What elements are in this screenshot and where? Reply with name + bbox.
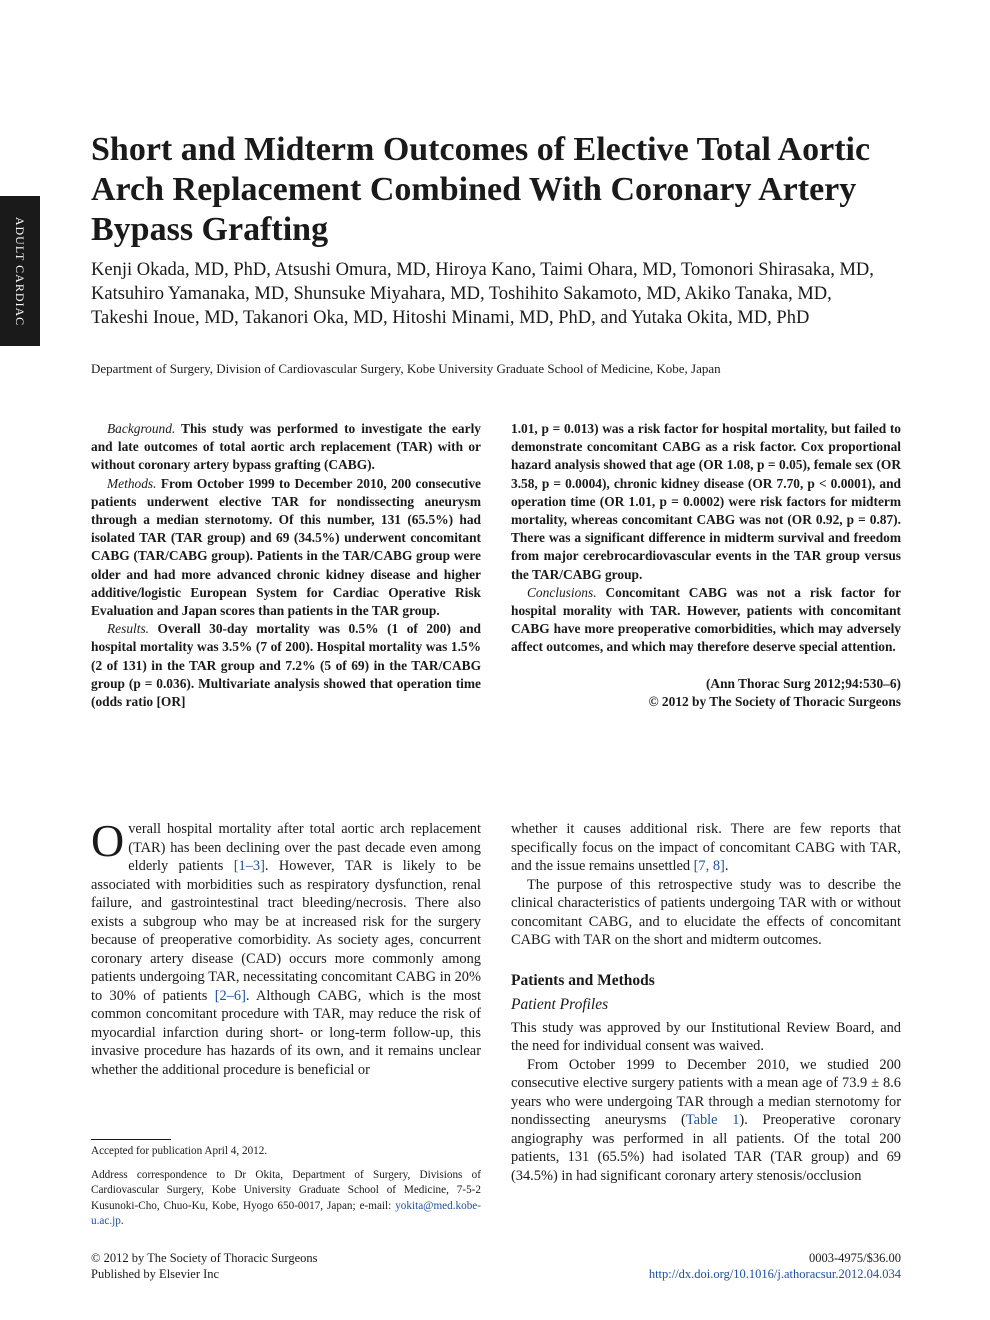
section-tab: [0, 196, 40, 346]
address-text: Address correspondence to Dr Okita, Department of Surgery, Divisions of Cardiovascular Surgery, Kobe University Graduate School of Medicine, 7-5-2 Kusunoki-Cho, Chuo-Ku, Kobe, Hyogo 650-0017, Japan; e-mail:: [91, 1168, 481, 1212]
abstract-results: [91, 620, 481, 711]
methods-label: Methods.: [107, 475, 157, 491]
intro-text-b: . However, TAR is likely to be associated with morbidities such as respiratory dysfunction, renal failure, and gastrointestinal tract bleeding/necrosis. There also exists a subgroup who may be at increased risk for the surgery because of preoperative comorbidity. As society ages, concurrent coronary artery disease (CAD) occurs more commonly among patients undergoing TAR, necessitating concomitant CABG in 20% to 30% of patients: [91, 858, 481, 1004]
intro-cont-end: .: [724, 858, 729, 874]
footnote-divider: [91, 1139, 171, 1140]
body-left-column: [91, 815, 481, 1079]
abstract-conclusions: [511, 584, 901, 657]
methods-paragraph-1: This study was approved by our Institutional Review Board, and the need for individual consent was waived.: [511, 1019, 901, 1054]
address-end: .: [120, 1215, 124, 1227]
abstract-results-cont: 1.01, p = 0.013) was a risk factor for hospital mortality, but failed to demonstrate concomitant CABG as a risk factor. Cox proportional hazard analysis showed that age (OR 1.08, p = 0.05), female sex (OR 3.58, p = 0.0004), chronic kidney disease (OR 7.70, p < 0.0001), and operation time (OR 1.01, p = 0.0002) were risk factors for midterm mortality, whereas concomitant CABG was not (OR 0.92, p = 0.87). There was a significant difference in midterm survival and freedom from major cerebrocardiovascular events in the TAR group versus the TAR/CABG group.: [511, 421, 901, 582]
body-right-column: [511, 820, 901, 1185]
footnotes: [91, 1144, 481, 1238]
email-link[interactable]: yokita@med.kobe-u.ac.jp: [91, 1199, 481, 1227]
affiliation: Department of Surgery, Division of Cardiovascular Surgery, Kobe University Graduate School of Medicine, Kobe, Japan: [91, 361, 721, 376]
dropcap: O: [91, 815, 125, 866]
results-text: Overall 30-day mortality was 0.5% (1 of 200) and hospital mortality was 3.5% (7 of 200). Hospital mortality was 1.5% (2 of 131) in the TAR group and 7.2% (5 of 69) in the TAR/CABG group (p = 0.036). Multivariate analysis showed that operation time (odds ratio [OR]: [91, 621, 481, 710]
abstract-right-column: [511, 420, 901, 711]
intro-paragraph: [91, 815, 481, 1079]
reference-link[interactable]: [1–3]: [233, 858, 265, 874]
abstract-left-column: [91, 420, 481, 711]
conclusions-label: Conclusions.: [527, 584, 597, 600]
section-tab-label: ADULT CARDIAC: [13, 216, 28, 326]
purpose-paragraph: The purpose of this retrospective study was to describe the clinical characteristics of patients undergoing TAR with or without concomitant CABG, and to elucidate the effects of concomitant CABG with TAR on the short and midterm outcomes.: [511, 876, 901, 948]
correspondence-address: [91, 1168, 481, 1230]
footer-publisher: Published by Elsevier Inc: [91, 1267, 220, 1281]
methods-text-b: ). Preoperative coronary angiography was performed in all patients. Of the total 200 patients, 131 (65.5%) had isolated TAR (TAR group) and 69 (34.5%) in had significant coronary artery stenosis/occlusion: [511, 1112, 901, 1184]
intro-cont-text: whether it causes additional risk. There are few reports that specifically focus on the impact of concomitant CABG with TAR, and the issue remains unsettled: [511, 821, 901, 874]
methods-text-a: From October 1999 to December 2010, we studied 200 consecutive elective surgery patients with a mean age of 73.9 ± 8.6 years who were undergoing TAR through a median sternotomy for nondissecting aneurysms (: [511, 1056, 901, 1128]
results-label: Results.: [107, 621, 150, 637]
background-label: Background.: [107, 421, 176, 436]
table-link[interactable]: Table 1: [685, 1112, 740, 1128]
abstract-copyright: © 2012 by The Society of Thoracic Surgeons: [648, 693, 901, 709]
footer-copyright: © 2012 by The Society of Thoracic Surgeons: [91, 1251, 318, 1265]
intro-text-c: . Although CABG, which is the most common concomitant procedure with TAR, may reduce the risk of myocardial infarction during short- or long-term follow-up, this invasive procedure has hazards of its own, and it remains unclear whether the additional procedure is beneficial or: [91, 987, 481, 1078]
reference-link[interactable]: [7, 8]: [693, 858, 725, 874]
journal-citation: (Ann Thorac Surg 2012;94:530–6): [705, 675, 901, 691]
abstract-background: [91, 420, 481, 475]
background-text: This study was performed to investigate the early and late outcomes of total aortic arch replacement (TAR) with or without coronary artery bypass grafting (CABG).: [91, 421, 481, 473]
subsection-heading: Patient Profiles: [511, 996, 609, 1013]
methods-paragraph-2: [511, 1056, 901, 1186]
section-heading: Patients and Methods: [511, 971, 655, 989]
footer-left: [91, 1250, 317, 1282]
footer-right: [649, 1250, 901, 1282]
intro-continuation: [511, 820, 901, 876]
accepted-date: Accepted for publication April 4, 2012.: [91, 1145, 268, 1157]
intro-text-a: verall hospital mortality after total aortic arch replacement (TAR) has been declining over the past decade even among elderly patients: [128, 821, 481, 874]
doi-link[interactable]: http://dx.doi.org/10.1016/j.athoracsur.2012.04.034: [648, 1267, 901, 1281]
article-title: Short and Midterm Outcomes of Elective Total Aortic Arch Replacement Combined With Coronary Artery Bypass Grafting: [91, 131, 871, 248]
footer-price: 0003-4975/$36.00: [808, 1251, 901, 1265]
conclusions-text: Concomitant CABG was not a risk factor for hospital morality with TAR. However, patients with concomitant CABG have more preoperative comorbidities, which may adversely affect outcomes, and which may therefore deserve special attention.: [511, 584, 901, 655]
abstract-methods: [91, 475, 481, 621]
reference-link[interactable]: [2–6]: [214, 987, 246, 1004]
author-list: Kenji Okada, MD, PhD, Atsushi Omura, MD, Hiroya Kano, Taimi Ohara, MD, Tomonori Shirasaka, MD, Katsuhiro Yamanaka, MD, Shunsuke Miyahara, MD, Toshihito Sakamoto, MD, Akiko Tanaka, MD, Takeshi Inoue, MD, Takanori Oka, MD, Hitoshi Minami, MD, PhD, and Yutaka Okita, MD, PhD: [91, 260, 874, 328]
methods-text: From October 1999 to December 2010, 200 consecutive patients underwent elective TAR for nondissecting aneurysm through a median sternotomy. Of this number, 131 (65.5%) had isolated TAR (TAR group) and 69 (34.5%) underwent concomitant CABG (TAR/CABG group). Patients in the TAR/CABG group were older and had more advanced chronic kidney disease and higher additive/logistic European System for Cardiac Operative Risk Evaluation and Japan scores than patients in the TAR group.: [91, 475, 481, 619]
